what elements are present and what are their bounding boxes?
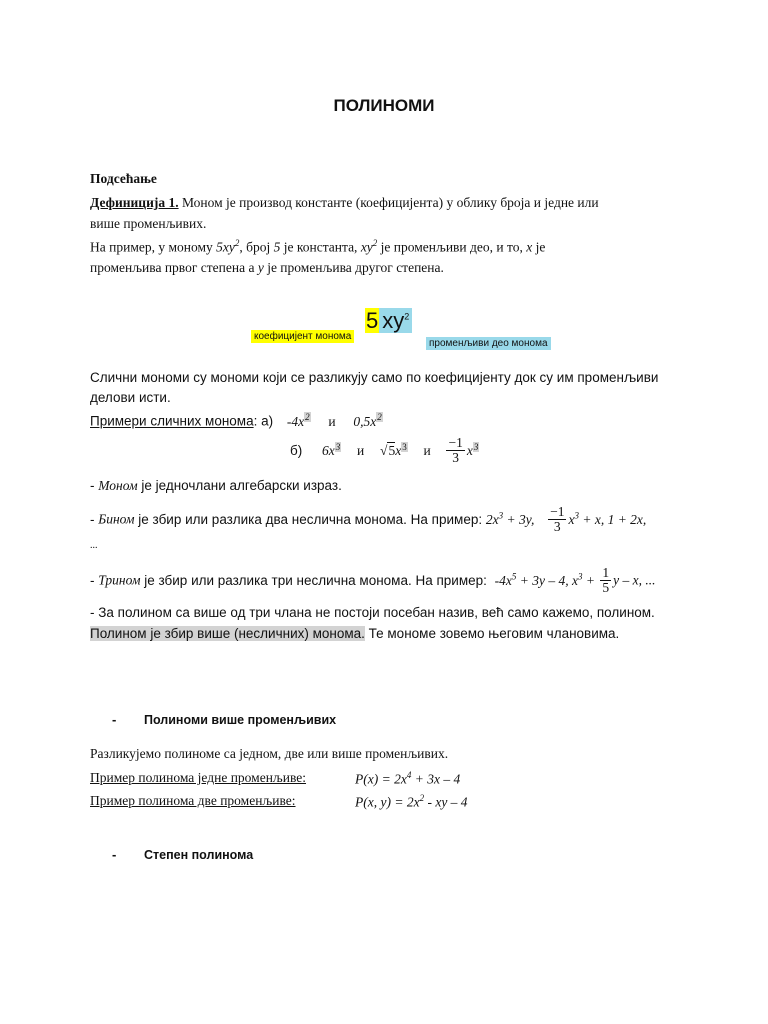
similar-examples-b: [290, 436, 479, 465]
one-variable-example: [90, 770, 306, 786]
polynom-definition-highlight: Полином је збир више (несличних) монома.: [90, 626, 365, 641]
example-y: y: [257, 260, 264, 275]
similar-b1: $6x^3$: [322, 441, 341, 459]
binom-term: Бином: [98, 511, 135, 527]
section-degree: [112, 847, 253, 862]
two-variable-expr: P(x, $y) = 2x^2$ - xy – 4: [355, 793, 468, 810]
variable-part-label: променљиви део монома: [426, 334, 551, 349]
similar-a-label: : а): [253, 413, 274, 429]
reminder-heading: Подсећање: [90, 171, 157, 186]
example-variable-exp: 2: [372, 238, 378, 248]
similar-b-label: б): [290, 443, 303, 459]
polynom-line2: Полином је збир више (несличних) монома. Те мономе зовемо његовим члановима.: [90, 626, 620, 641]
similar-b3-var: $x^3$: [466, 441, 479, 459]
and-word: и: [423, 442, 431, 458]
binom-example1: $2x^3 + 3y$,: [485, 510, 535, 528]
similar-examples-label: Примери сличних монома: [90, 413, 254, 429]
similar-a1: $-4x^2$: [286, 412, 310, 429]
binom-fraction: $\frac{-1}{3}$: [550, 504, 565, 535]
definition-line2: више променљивих.: [90, 216, 207, 231]
multi-intro: Разликујемо полиноме са једном, две или више променљивих.: [90, 746, 449, 761]
example-line2: [90, 260, 444, 276]
section-bullet: -: [112, 712, 117, 727]
one-variable-label: Пример полинома једне променљиве:: [90, 770, 307, 785]
section-title: Полиноми више променљивих: [144, 713, 337, 727]
example-constant: 5: [273, 239, 281, 255]
and-word: и: [357, 442, 365, 458]
section-multivariable: [112, 712, 336, 727]
definition-label: Дефиниција 1.: [90, 195, 179, 210]
one-variable-expr: $P(x) = 2x^4 + 3x - 4$: [355, 770, 461, 787]
similar-a2: $0,5x^2$: [353, 412, 382, 429]
coefficient-label: коефицијент монома: [251, 327, 354, 342]
and-word: и: [328, 413, 336, 429]
similar-b3-fraction: $\frac{-1}{3}$: [448, 435, 463, 466]
two-variable-example: [90, 793, 296, 809]
monom-term: Моном: [98, 478, 138, 493]
example-text: На пример, у моному: [90, 239, 217, 255]
similar-line1: Слични мономи су мономи који се разликују само по коефицијенту док су им променљиви: [90, 370, 659, 385]
section-bullet: -: [112, 847, 117, 862]
example-monomial-exp: 2: [234, 238, 240, 248]
trinom-example1: $-4x^5 + 3y - 4$, $x^3$ +: [494, 571, 599, 589]
monomial-diagram: [365, 310, 412, 332]
polynom-line1: - За полином са више од три члана не постоји посебан назив, већ само кажемо, полином.: [90, 605, 655, 620]
page-title: ПОЛИНОМИ: [333, 96, 435, 115]
example-x: x: [526, 239, 533, 255]
monomial-variable-part: $xy^2$: [379, 308, 412, 333]
monomial-coefficient: 5: [366, 308, 379, 333]
trinom-term: Трином: [98, 572, 141, 588]
similar-b2: $√5x^3$: [380, 441, 407, 459]
binom-ellipsis: ...: [90, 540, 98, 551]
similar-examples-a: [90, 412, 383, 430]
example-text: променљива првог степена а: [90, 260, 258, 275]
section-title: Степен полинома: [144, 848, 254, 862]
binom-definition: - Бином је збир или разлика два неслична монома. На пример: $2x^3 + 3y$, $\frac{-1}{3}$ $x^3 + x$, 1 + 2x,: [90, 504, 647, 535]
similar-line2: делови исти.: [90, 390, 171, 405]
binom-example2: $x^3 + x$, 1 + 2x,: [568, 510, 647, 528]
definition-line1: [90, 195, 599, 211]
trinom-definition: - Трином је збир или разлика три неслична монома. На пример: $-4x^5 + 3y - 4$, $x^3$ + $\frac{1}{5}$ y – x, ...: [90, 565, 656, 596]
trinom-fraction: $\frac{1}{5}$: [602, 565, 610, 596]
trinom-example2: y – x, ...: [613, 572, 656, 588]
definition-text1: Моном је производ константе (коефицијента) у облику броја и једне или: [178, 195, 599, 210]
example-variable-part: xy: [360, 239, 373, 255]
example-line1: [90, 238, 545, 256]
example-text: је: [532, 239, 546, 255]
example-text: је константа,: [280, 239, 361, 255]
example-monomial: 5xy: [216, 239, 235, 255]
example-text: , број: [239, 239, 274, 255]
two-variable-label: Пример полинома две променљиве:: [90, 793, 296, 808]
monom-definition: - Моном је једночлани алгебарски израз.: [90, 478, 342, 493]
example-text: је променљиви део, и то,: [377, 239, 527, 255]
example-text: је променљива другог степена.: [263, 260, 444, 275]
